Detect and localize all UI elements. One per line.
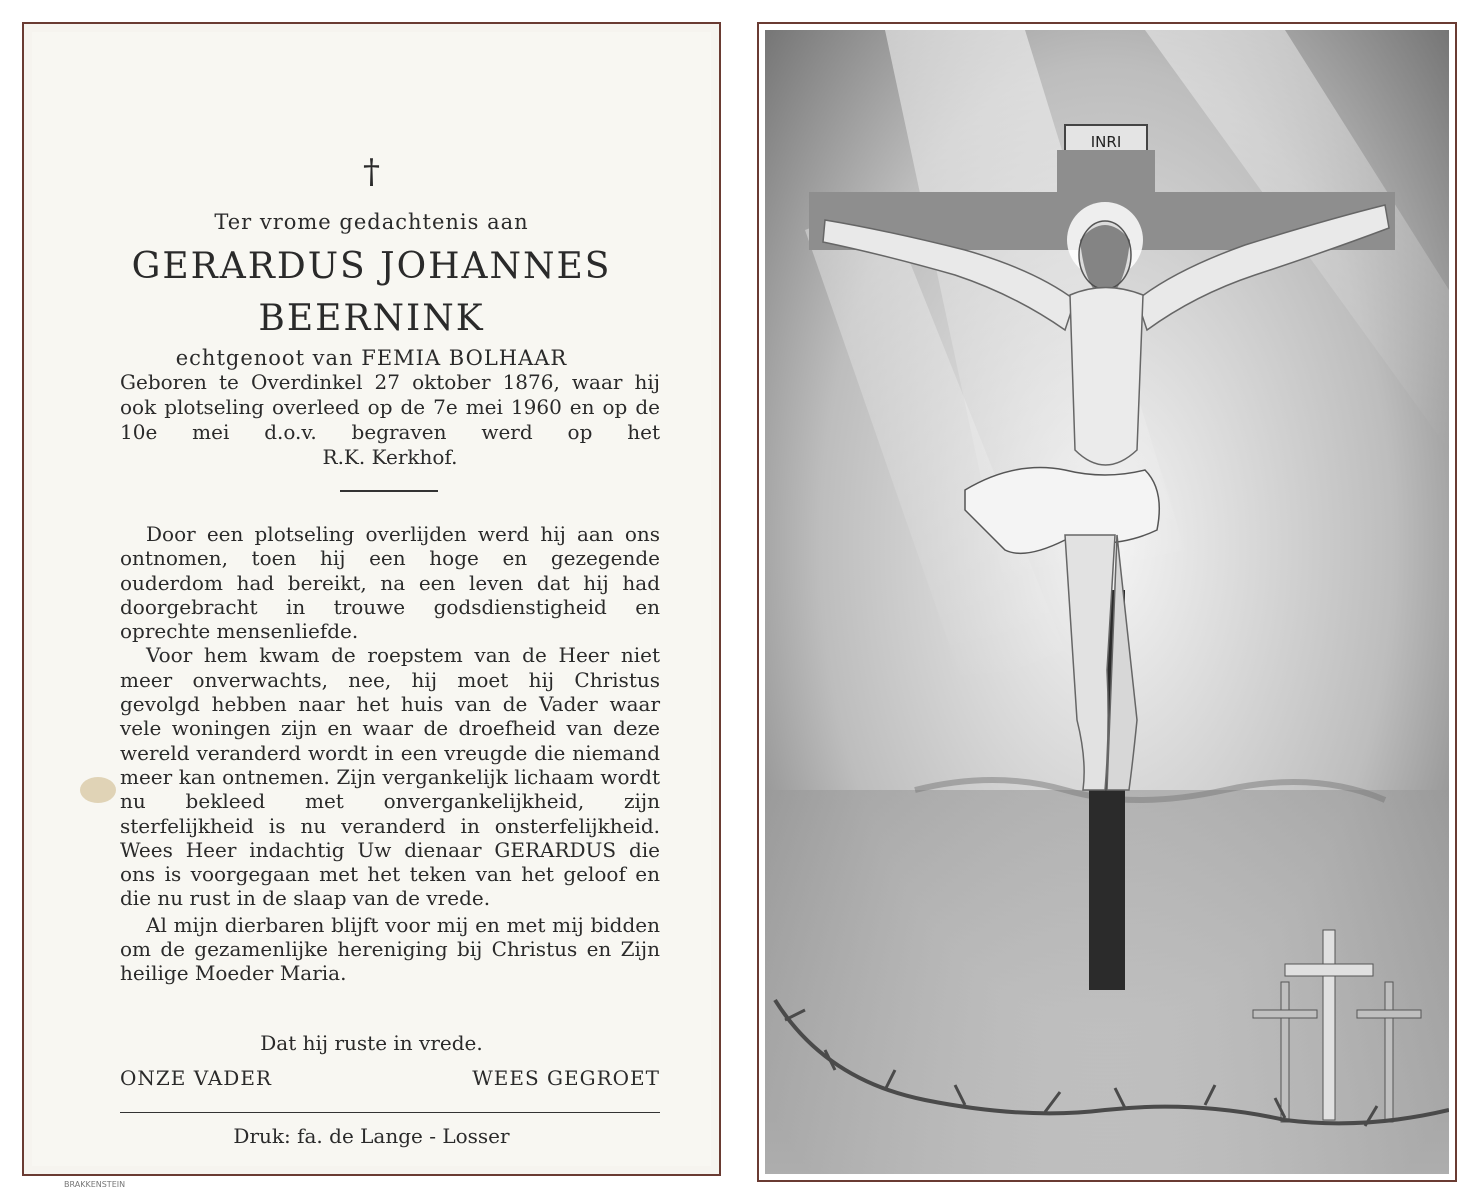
memorial-card-back: [757, 22, 1457, 1182]
publisher-stamp: BRAKKENSTEIN: [64, 1180, 126, 1189]
burial-place: R.K. Kerkhof.: [322, 445, 458, 469]
memorial-text: [120, 522, 660, 986]
intro-line: Ter vrome gedachtenis aan: [214, 210, 529, 234]
paragraph-2: Voor hem kwam de roepstem van de Heer niet meer onverwachts, nee, hij moet hij Christus gevolgd hebben naar het huis van de Vader waar vele woningen zijn en waar de droefheid van deze wereld veranderd wordt in een vreugde die niemand meer kan ontnemen. Zijn vergankelijk lichaam wordt nu bekleed met onvergankelijkheid, zijn sterfelijkheid is nu veranderd in onsterfelijkheid. Wees Heer indachtig Uw dienaar GERARDUS die ons is voorgegaan met het teken van het geloof en die nu rust in de slaap van de vrede.: [120, 643, 660, 911]
paper-stain: [80, 777, 116, 803]
inri-sign: INRI: [1090, 133, 1122, 151]
paragraph-3: Al mijn dierbaren blijft voor mij en met mij bidden om de gezamenlijke hereniging bij Christus en Zijn heilige Moeder Maria.: [120, 912, 660, 986]
printer-line: Druk: fa. de Lange - Losser: [233, 1124, 510, 1148]
birth-death-details: [120, 370, 660, 470]
crucifix-illustration: [765, 30, 1449, 1174]
prayer-left: ONZE VADER: [120, 1066, 272, 1090]
cross-symbol: †: [363, 152, 380, 192]
prayer-right: WEES GEGROET: [472, 1066, 660, 1090]
divider-short: [340, 490, 438, 492]
deceased-name-first: GERARDUS JOHANNES: [131, 246, 612, 287]
closing-line: Dat hij ruste in vrede.: [260, 1031, 483, 1055]
spouse-line: echtgenoot van FEMIA BOLHAAR: [175, 346, 568, 370]
paragraph-1: Door een plotseling overlijden werd hij aan ons ontnomen, toen hij een hoge en gezegende ouderdom had bereikt, na een leven dat hij had doorgebracht in trouwe godsdienstigheid en oprechte mensenliefde.: [120, 522, 660, 644]
divider-long: [120, 1112, 660, 1113]
deceased-name-last: BEERNINK: [258, 298, 485, 339]
birth-text: Geboren te Overdinkel 27 oktober 1876, waar hij ook plotseling overleed op de 7e mei 1960 en op de 10e mei d.o.v. begraven werd op het: [120, 370, 660, 444]
memorial-card-front: [22, 22, 721, 1189]
